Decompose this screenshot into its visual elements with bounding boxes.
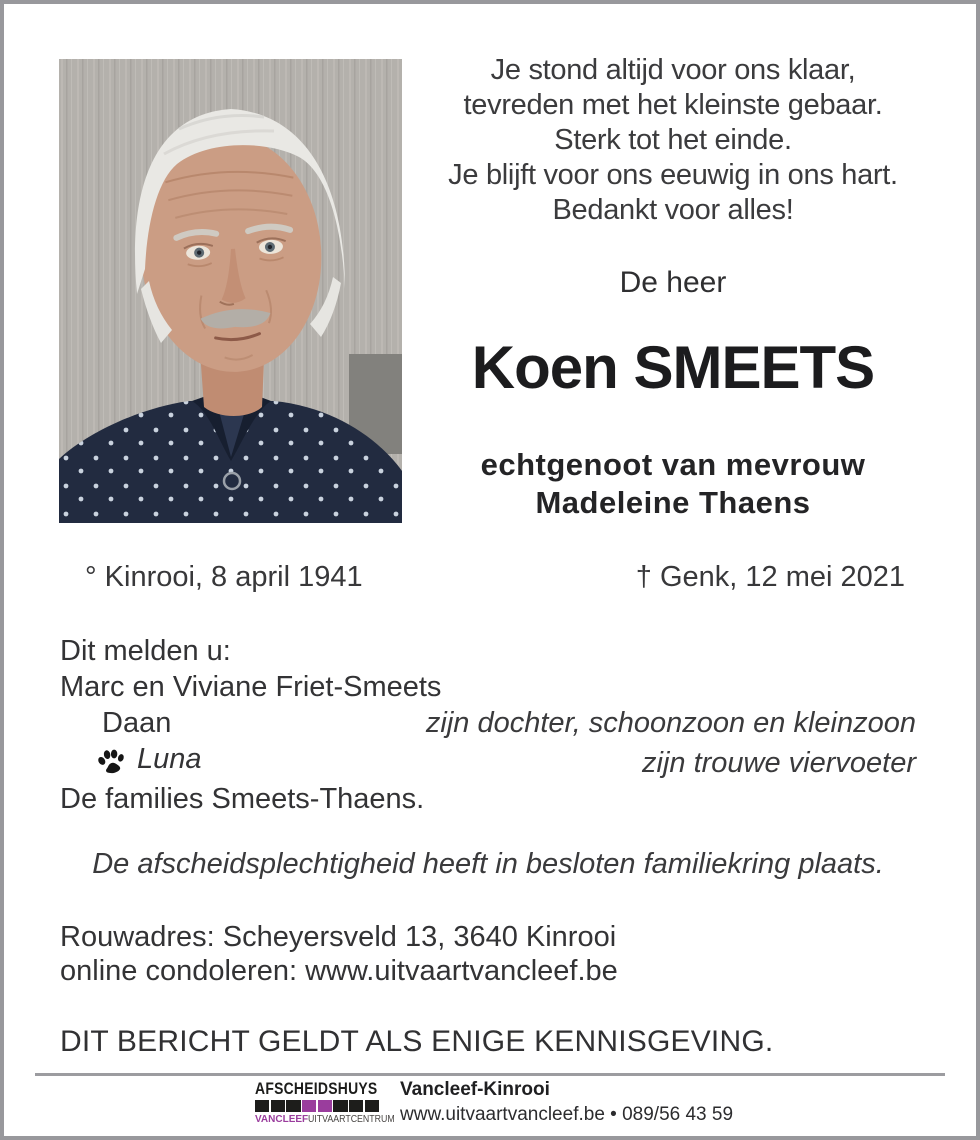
paw-icon — [96, 748, 126, 774]
sole-notification-notice: DIT BERICHT GELDT ALS ENIGE KENNISGEVING. — [60, 1025, 774, 1058]
ceremony-note: De afscheidsplechtigheid heeft in besloten familiekring plaats. — [92, 848, 884, 880]
online-condolence: online condoleren: www.uitvaartvancleef.be — [60, 955, 618, 987]
family-row — [60, 741, 916, 781]
death-date: † Genk, 12 mei 2021 — [635, 561, 905, 593]
family-row — [60, 705, 916, 741]
birth-death-dates — [0, 561, 980, 594]
logo-square — [271, 1100, 285, 1112]
mourning-address: Rouwadres: Scheyersveld 13, 3640 Kinrooi — [60, 921, 617, 953]
family-member-name: Daan — [102, 707, 172, 739]
logo-square — [286, 1100, 300, 1112]
footer-divider — [35, 1073, 945, 1076]
poem-line: Bedankt voor alles! — [552, 194, 794, 226]
logo-wordmark: AFSCHEIDSHUYS — [255, 1079, 378, 1098]
logo-subline — [255, 1114, 395, 1125]
deceased-name: Koen SMEETS — [471, 334, 875, 401]
portrait-photo — [59, 59, 402, 523]
family-intro: Dit melden u: — [60, 635, 231, 667]
portrait-photo-illustration — [59, 59, 402, 523]
funeral-home-logo — [255, 1079, 395, 1125]
poem-line: tevreden met het kleinste gebaar. — [463, 89, 883, 121]
family-row: De families Smeets-Thaens. — [60, 783, 425, 815]
logo-brand: VANCLEEF — [255, 1114, 309, 1125]
footer-company-name: Vancleef-Kinrooi — [400, 1079, 550, 1100]
logo-square — [349, 1100, 363, 1112]
logo-square — [333, 1100, 347, 1112]
salutation: De heer — [619, 266, 727, 299]
memorial-poem — [408, 53, 938, 228]
poem-line: Sterk tot het einde. — [554, 124, 792, 156]
family-relation: zijn trouwe viervoeter — [642, 747, 916, 779]
birth-date: ° Kinrooi, 8 april 1941 — [85, 561, 363, 593]
family-announcement — [60, 633, 916, 817]
logo-square-accent — [318, 1100, 332, 1112]
family-member-name: Luna — [137, 743, 202, 775]
pet-name-group — [60, 741, 202, 777]
logo-square — [365, 1100, 379, 1112]
family-row: Marc en Viviane Friet-Smeets — [60, 671, 442, 703]
footer-website-phone: www.uitvaartvancleef.be • 089/56 43 59 — [400, 1104, 734, 1125]
relation-line: echtgenoot van mevrouw — [480, 447, 866, 482]
poem-line: Je stond altijd voor ons klaar, — [490, 54, 856, 86]
footer — [255, 1079, 733, 1126]
logo-squares — [255, 1100, 379, 1112]
logo-square-accent — [302, 1100, 316, 1112]
contact-block — [60, 920, 916, 988]
footer-text — [400, 1079, 733, 1126]
logo-square — [255, 1100, 269, 1112]
spouse-line — [408, 446, 938, 522]
spouse-name: Madeleine Thaens — [535, 485, 811, 520]
family-relation: zijn dochter, schoonzoon en kleinzoon — [425, 707, 916, 739]
logo-descriptor: UITVAARTCENTRUM — [308, 1114, 395, 1125]
poem-line: Je blijft voor ons eeuwig in ons hart. — [448, 159, 898, 191]
